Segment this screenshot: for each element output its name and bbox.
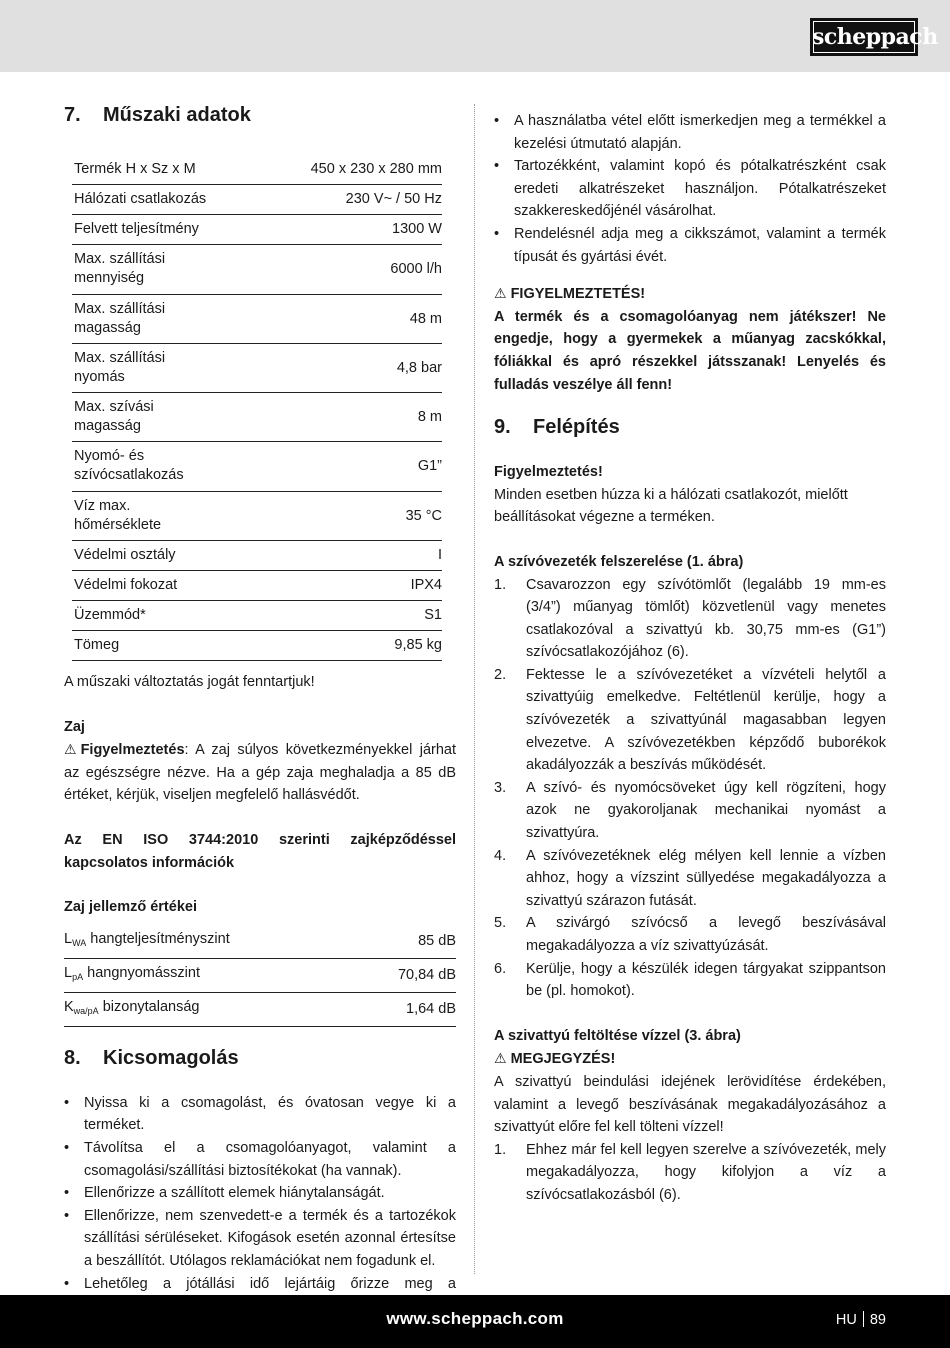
usage-list: [494, 110, 886, 268]
spec-value: 8 m: [212, 393, 442, 442]
spec-label: Max. szállítási mennyiség: [72, 245, 212, 295]
spec-label: Üzemmód*: [72, 601, 212, 631]
unpacking-item: • Ellenőrizze, nem szenvedett-e a termék és a tartozékok szállítási sérüléseket. Kifogások esetén azonnal értesítse a beszállítót. Utólagos reklamációkat nem fogadunk el.: [64, 1205, 456, 1273]
suction-step: [494, 777, 886, 845]
noise-row: [64, 992, 456, 1026]
section-7-title: Műszaki adatok: [103, 104, 251, 126]
spec-value: IPX4: [212, 571, 442, 601]
brand-logo: scheppach: [810, 18, 918, 56]
spec-row: [72, 571, 442, 601]
step-text: Csavarozzon egy szívótömlőt (legalább 19 mm-es (3/4”) műanyag tömlőt) közvetlenül vagy menetes csatlakozóval a szivattyú kb. 30,75 mm-es (G1”) szívócsatlakozójához (6).: [526, 576, 886, 661]
noise-symbol: K: [64, 998, 74, 1015]
noise-label-cell: [64, 958, 354, 992]
spec-label: Nyomó- és szívócsatlakozás: [72, 442, 212, 492]
noise-label-cell: [64, 925, 354, 959]
spec-value: 1300 W: [212, 215, 442, 245]
noise-row: [64, 958, 456, 992]
column-divider: [474, 104, 475, 1274]
header-bar: [0, 0, 950, 72]
noise-label: hangnyomásszint: [87, 964, 200, 981]
step-number: 2.: [494, 666, 507, 683]
spec-row: [72, 215, 442, 245]
step-number: 1.: [494, 1141, 507, 1158]
spec-value: 35 °C: [212, 492, 442, 541]
unpacking-item: • Ellenőrizze a szállított elemek hiánytalanságát.: [64, 1182, 456, 1205]
section-9-heading: [494, 416, 886, 439]
spec-value: S1: [212, 601, 442, 631]
noise-value: 85 dB: [354, 925, 456, 959]
spec-value: 450 x 230 x 280 mm: [212, 155, 442, 185]
spec-label: Hálózati csatlakozás: [72, 185, 212, 215]
section-8-title: Kicsomagolás: [103, 1046, 239, 1069]
spec-row: [72, 344, 442, 393]
suction-step: [494, 912, 886, 957]
fill-steps: [494, 1139, 886, 1207]
fill-heading: A szivattyú feltöltése vízzel (3. ábra): [494, 1027, 741, 1044]
noise-table: [64, 925, 456, 1027]
noise-subscript: pA: [72, 971, 84, 982]
spec-row: [72, 393, 442, 442]
spec-label: Max. szállítási magasság: [72, 295, 212, 344]
step-number: 1.: [494, 576, 507, 593]
step-text: A szívó- és nyomócsöveket úgy kell rögzíteni, hogy azok ne gyakoroljanak mechanikai nyomást a szivattyúra.: [526, 779, 886, 842]
language-code: HU: [835, 1312, 857, 1328]
footer-website[interactable]: www.scheppach.com: [386, 1309, 564, 1328]
spec-label: Védelmi fokozat: [72, 571, 212, 601]
suction-step: [494, 574, 886, 664]
spec-row: [72, 155, 442, 185]
section-7-number: 7.: [64, 104, 81, 126]
spec-value: 230 V~ / 50 Hz: [212, 185, 442, 215]
step-number: 3.: [494, 779, 507, 796]
page-separator: [863, 1311, 864, 1327]
spec-row: [72, 541, 442, 571]
technical-changes-note: A műszaki változtatás jogát fenntartjuk!: [64, 674, 315, 690]
noise-label: hangteljesítményszint: [90, 930, 230, 947]
noise-warning: [64, 738, 456, 807]
spec-row: [72, 492, 442, 541]
note-title: [494, 1047, 886, 1071]
noise-warning-label: Figyelmeztetés: [80, 742, 185, 759]
spec-row: [72, 245, 442, 295]
warning-title-text: FIGYELMEZTETÉS!: [510, 286, 646, 303]
warning-triangle-icon: ⚠: [494, 285, 507, 302]
noise-label-cell: [64, 992, 354, 1026]
noise-warning-text: : A zaj súlyos következményekkel járhat az egészségre nézve. Ha a gép zaja meghaladja a 85 dB értéket, kérjük, viseljen megfelelő hallásvédőt.: [64, 742, 456, 804]
noise-heading: Zaj: [64, 718, 85, 735]
warning-triangle-icon: ⚠: [64, 741, 77, 758]
usage-item: • Rendelésnél adja meg a cikkszámot, valamint a termék típusát és gyártási évét.: [494, 223, 886, 268]
spec-label: Felvett teljesítmény: [72, 215, 212, 245]
spec-row: [72, 631, 442, 661]
spec-value: G1”: [212, 442, 442, 492]
spec-label: Max. szállítási nyomás: [72, 344, 212, 393]
noise-symbol: L: [64, 930, 73, 947]
noise-values-heading: Zaj jellemző értékei: [64, 899, 197, 916]
step-text: Ehhez már fel kell legyen szerelve a szívóvezeték, mely megakadályozza, hogy kifolyjon a víz a szívócsatlakozásból (6).: [526, 1141, 886, 1203]
spec-label: Védelmi osztály: [72, 541, 212, 571]
spec-row: [72, 295, 442, 344]
iso-heading: Az EN ISO 3744:2010 szerinti zajképződéssel kapcsolatos információk: [64, 831, 456, 871]
step-number: 5.: [494, 915, 507, 932]
warning-title: [494, 282, 886, 306]
section-9-number: 9.: [494, 416, 511, 439]
unpacking-item: • Lehetőleg a jótállási idő lejártáig őrizze meg a: [64, 1273, 456, 1318]
spec-value: 48 m: [212, 295, 442, 344]
suction-step: [494, 845, 886, 913]
usage-item: • A használatba vétel előtt ismerkedjen meg a termékkel a kezelési útmutató alapján.: [494, 110, 886, 155]
warning-triangle-icon: ⚠: [494, 1050, 507, 1067]
spec-label: Víz max. hőmérséklete: [72, 492, 212, 541]
noise-subscript: WA: [72, 937, 87, 948]
suction-step: [494, 958, 886, 1003]
note-text: A szivattyú beindulási idejének lerövidítése érdekében, valamint a levegő beszívásának megakadályozásához a szivattyút előre fel kell tölteni vízzel!: [494, 1073, 886, 1136]
right-column: [494, 110, 886, 1207]
caution-title: Figyelmeztetés!: [494, 464, 603, 481]
left-column: [64, 104, 456, 1318]
unpacking-list: [64, 1092, 456, 1318]
section-8-heading: [64, 1047, 456, 1070]
spec-value: I: [212, 541, 442, 571]
unpacking-item: • Távolítsa el a csomagolóanyagot, valamint a csomagolási/szállítási biztosítékokat (ha vannak).: [64, 1137, 456, 1182]
spec-label: Tömeg: [72, 631, 212, 661]
section-7-heading: [64, 104, 456, 127]
noise-symbol: L: [64, 964, 73, 981]
noise-value: 70,84 dB: [354, 958, 456, 992]
unpacking-item: • Nyissa ki a csomagolást, és óvatosan vegye ki a terméket.: [64, 1092, 456, 1137]
noise-subscript: wa/pA: [73, 1005, 99, 1016]
spec-value: 6000 l/h: [212, 245, 442, 295]
step-number: 6.: [494, 960, 507, 977]
page-number: [836, 1311, 886, 1328]
step-text: Kerülje, hogy a készülék idegen tárgyakat szippantson be (pl. homokot).: [526, 960, 886, 1000]
caution-text: Minden esetben húzza ki a hálózati csatlakozót, mielőtt beállításokat végezne a terméken.: [494, 486, 848, 526]
noise-value: 1,64 dB: [354, 992, 456, 1026]
spec-table: [72, 155, 442, 661]
spec-row: [72, 185, 442, 215]
noise-row: [64, 925, 456, 959]
step-text: Fektesse le a szívóvezetéket a vízvételi helytől a szivattyúig emelkedve. Feltétlenül kerülje, hogy a szívóvezeték a szivattyúnál magasabban legyen elvezetve. A szívóvezetékben képződő buborékok akadályozzák a beszívás működését.: [526, 666, 886, 774]
section-8-number: 8.: [64, 1046, 81, 1069]
suction-step: [494, 664, 886, 777]
step-text: A szivárgó szívócső a levegő beszívásával megakadályozza a víz szivattyúzását.: [526, 915, 886, 954]
warning-text: A termék és a csomagolóanyag nem játékszer! Ne engedje, hogy a gyermekek a műanyag zacskókkal, fóliákkal és apró részekkel játsszanak! Lenyelés és fulladás veszélye áll fenn!: [494, 308, 886, 393]
noise-label: bizonytalanság: [102, 998, 200, 1015]
step-text: A szívóvezetéknek elég mélyen kell lennie a vízben ahhoz, hogy a vízszint süllyedése megakadályozza a szivattyú szárazon futását.: [526, 847, 886, 909]
step-number: 4.: [494, 847, 507, 864]
fill-step: [494, 1139, 886, 1207]
spec-row: [72, 601, 442, 631]
spec-value: 9,85 kg: [212, 631, 442, 661]
note-title-text: MEGJEGYZÉS!: [510, 1051, 616, 1068]
usage-item: • Tartozékként, valamint kopó és pótalkatrészként csak eredeti alkatrészeket használjon. Pótalkatrészeket szakkereskedőjénél vásárolhat.: [494, 155, 886, 223]
page-num: 89: [869, 1312, 886, 1328]
footer-bar: [0, 1295, 950, 1348]
spec-value: 4,8 bar: [212, 344, 442, 393]
suction-steps: [494, 574, 886, 1003]
spec-label: Termék H x Sz x M: [72, 155, 212, 185]
spec-label: Max. szívási magasság: [72, 393, 212, 442]
section-9-title: Felépítés: [533, 416, 620, 439]
suction-heading: A szívóvezeték felszerelése (1. ábra): [494, 553, 744, 570]
spec-row: [72, 442, 442, 492]
